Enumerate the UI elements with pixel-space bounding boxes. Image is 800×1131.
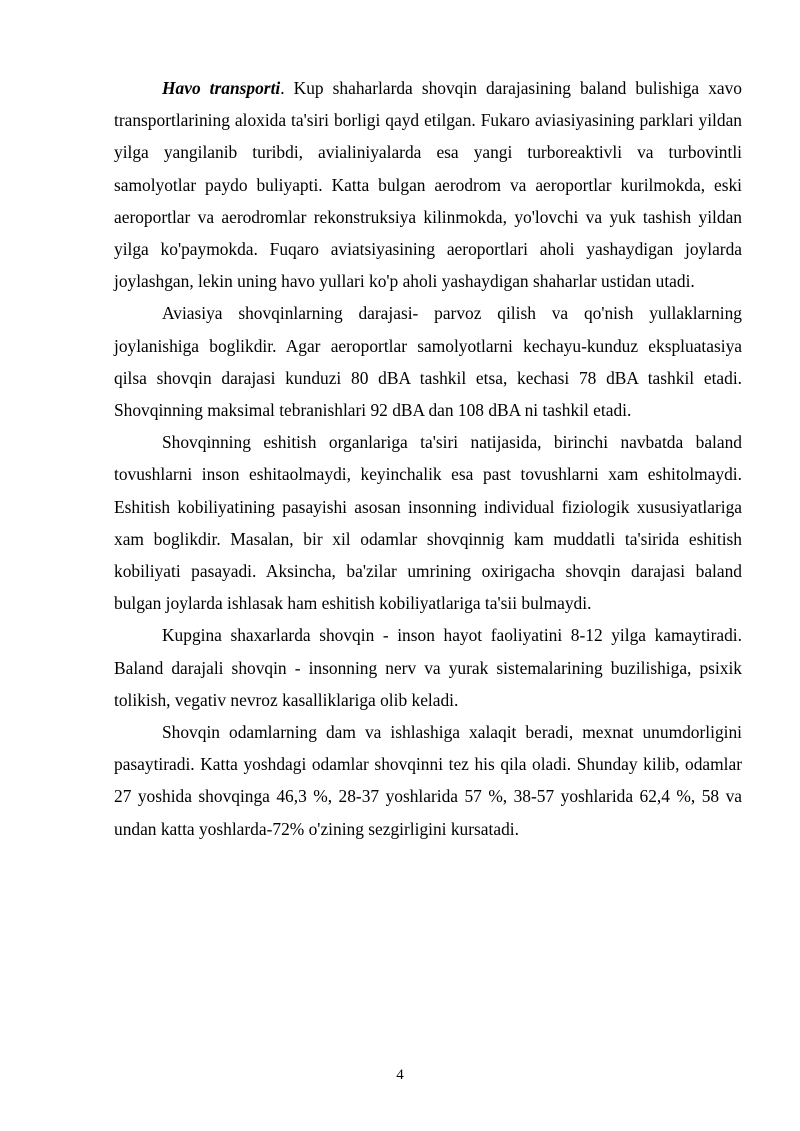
paragraph-hearing-effects: Shovqinning eshitish organlariga ta'siri natijasida, birinchi navbatda baland tovushlarni inson eshitaolmaydi, keyinchalik esa past tovushlarni xam eshitolmaydi. Eshitish kobiliyatining pasayishi asosan insonning individual fiziologik xususiyatlariga xam boglikdir. Masalan, bir xil odamlar shovqinnig kam muddatli ta'sirida eshitish kobiliyati pasayadi. Aksincha, ba'zilar umrining oxirigacha shovqin darajasi baland bulgan joylarda ishlasak ham eshitish kobiliyatlariga ta'sii bulmaydi. <box>114 432 742 614</box>
paragraph-age-sensitivity: Shovqin odamlarning dam va ishlashiga xalaqit beradi, mexnat unumdorligini pasaytiradi. Katta yoshdagi odamlar shovqinni tez his qila oladi. Shunday kilib, odamlar 27 yoshida shovqinga 46,3 %, 28-37 yoshlarida 57 %, 38-57 yoshlarida 62,4 %, 58 va undan katta yoshlarda-72% o'zining sezgirligini kursatadi. <box>114 722 742 839</box>
paragraph-aviation-noise-levels: Aviasiya shovqinlarning darajasi- parvoz qilish va qo'nish yullaklarning joylanishiga boglikdir. Agar aeroportlar samolyotlarni kechayu-kunduz ekspluatasiya qilsa shovqin darajasi kunduzi 80 dBA tashkil etsa, kechasi 78 dBA tashkil etadi. Shovqinning maksimal tebranishlari 92 dBA dan 108 dBA ni tashkil etadi. <box>114 303 742 421</box>
paragraph-air-transport <box>114 72 742 297</box>
document-body <box>114 72 742 845</box>
paragraph-lead-heading: Havo transporti <box>162 78 281 98</box>
page-number: 4 <box>396 1067 404 1083</box>
paragraph-text: . Kup shaharlarda shovqin darajasining baland bulishiga xavo transportlarining aloxida ta'siri borligi qayd etilgan. Fukaro aviasiyasining parklari yildan yilga yangilanib turibdi, avialiniyalarda esa yangi turboreaktivli va turbovintli samolyotlar paydo buliyapti. Katta bulgan aerodrom va aeroportlar kurilmokda, eski aeroportlar va aerodromlar rekonstruksiya kilinmokda, yo'lovchi va yuk tashish yildan yilga ko'paymokda. Fuqaro aviatsiyasining aeroportlari aholi yashaydigan joylarda joylashgan, lekin uning havo yullari ko'p aholi yashaydigan shaharlar ustidan utadi. <box>114 78 742 292</box>
paragraph-health-effects: Kupgina shaxarlarda shovqin - inson hayot faoliyatini 8-12 yilga kamaytiradi. Baland darajali shovqin - insonning nerv va yurak sistemalarining buzilishiga, psixik tolikish, vegativ nevroz kasalliklariga olib keladi. <box>114 625 742 710</box>
